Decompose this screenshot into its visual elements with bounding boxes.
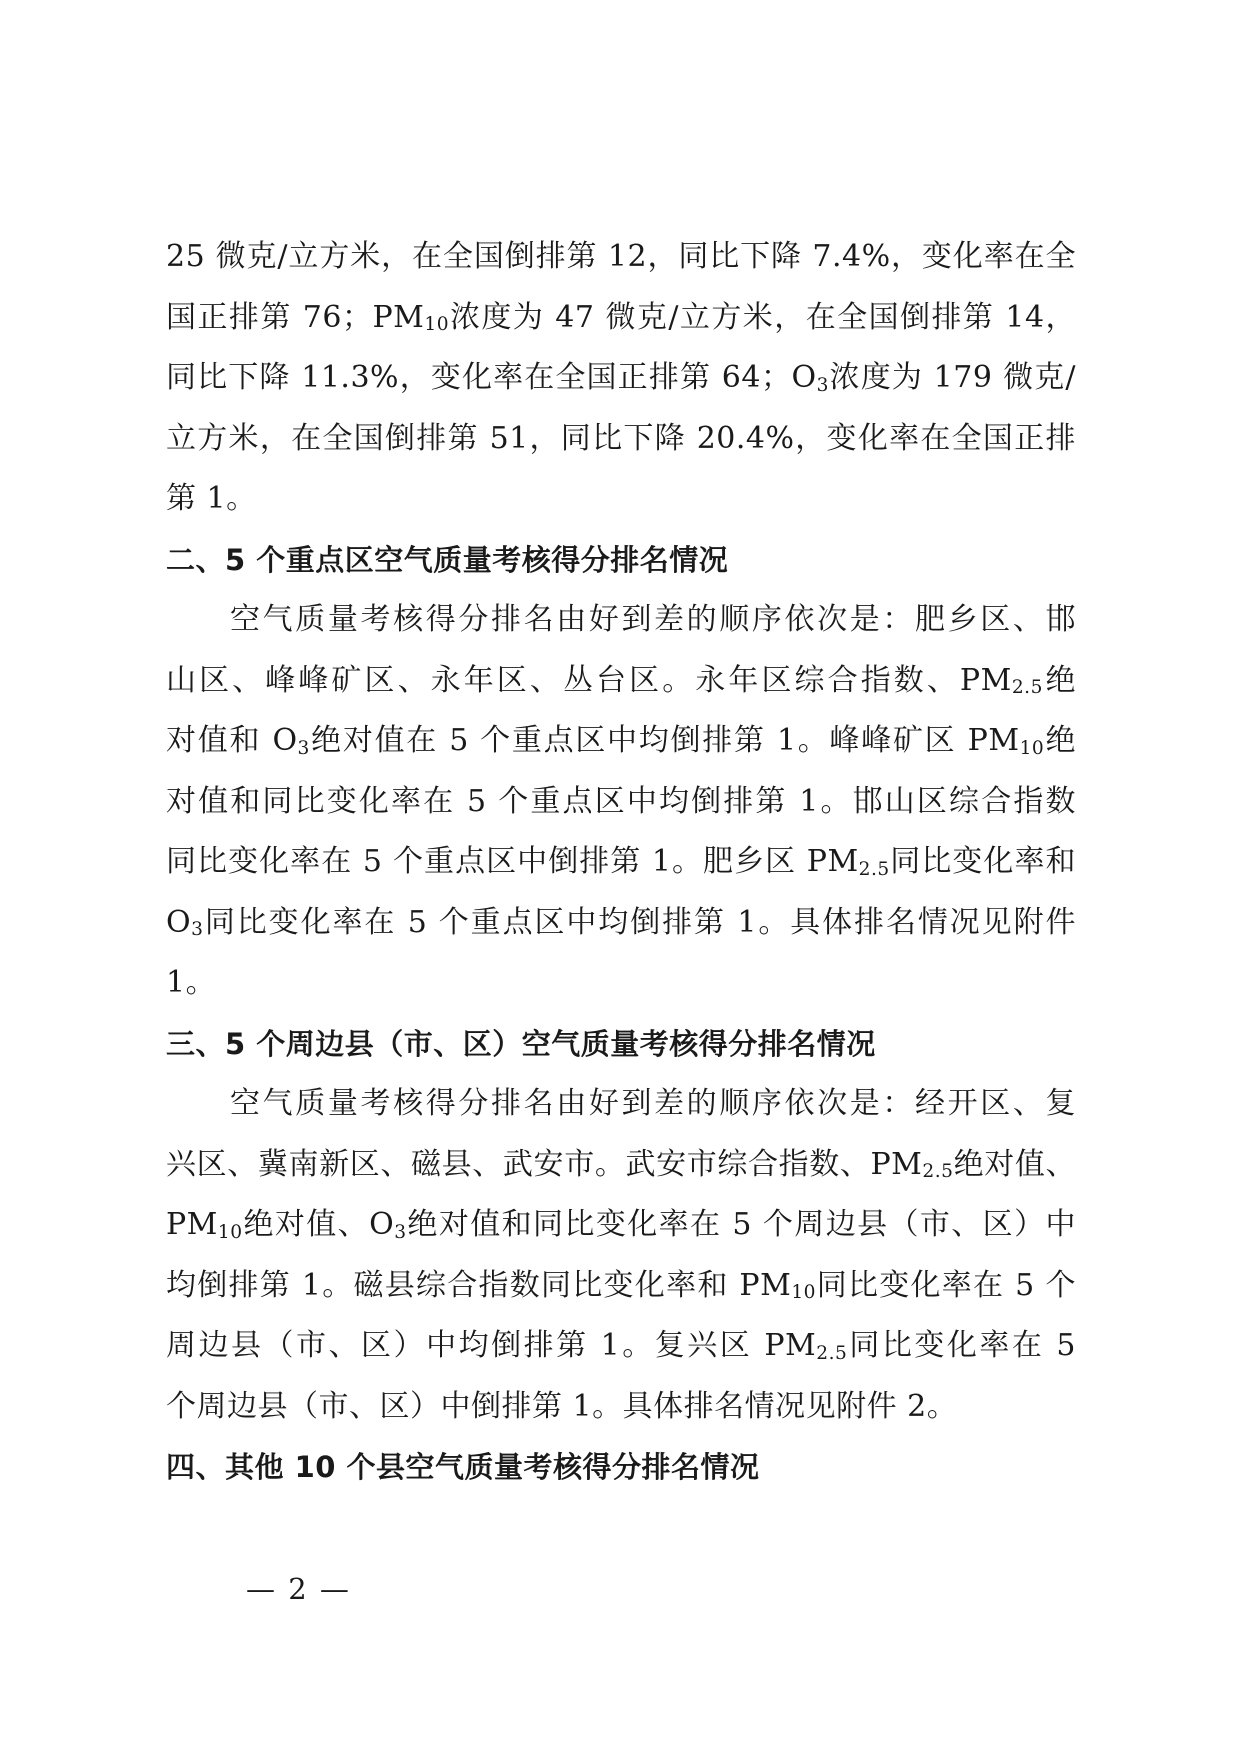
subscript: 10 — [1019, 737, 1045, 759]
document-body — [166, 227, 1076, 1498]
text-run: 同比变化率和 — [889, 844, 1076, 879]
text-run: O — [166, 904, 192, 940]
text-run: 山区、峰峰矿区、永年区、丛台区。永年区综合指数、PM — [166, 662, 1012, 698]
body-text-line — [166, 1256, 1076, 1317]
text-run: 绝对值、O — [242, 1207, 395, 1242]
text-run: 25 微克/立方米，在全国倒排第 12，同比下降 7.4%，变化率在全 — [166, 239, 1076, 274]
subscript: 10 — [424, 314, 450, 336]
subscript: 3 — [297, 737, 310, 759]
subscript: 10 — [217, 1221, 243, 1243]
subscript: 2.5 — [816, 1342, 848, 1364]
body-text-line — [166, 772, 1076, 833]
body-text-line — [166, 1195, 1076, 1256]
subscript: 2.5 — [922, 1161, 954, 1183]
body-text-line — [166, 893, 1076, 954]
text-run: 立方米，在全国倒排第 51，同比下降 20.4%，变化率在全国正排 — [166, 420, 1076, 456]
text-run: 空气质量考核得分排名由好到差的顺序依次是：肥乡区、邯 — [230, 602, 1076, 637]
text-run: PM — [166, 1207, 218, 1242]
text-run: 国正排第 76；PM — [166, 299, 425, 335]
subscript: 10 — [791, 1282, 816, 1304]
text-run: 对值和 O — [166, 723, 298, 758]
section-heading — [166, 530, 1076, 591]
text-run: 同比变化率在 5 个重点区中倒排第 1。肥乡区 PM — [166, 844, 859, 879]
text-run: 第 1。 — [166, 481, 257, 516]
paragraph-last-line — [166, 1377, 1076, 1438]
text-run: 均倒排第 1。磁县综合指数同比变化率和 PM — [166, 1267, 792, 1303]
text-run: 同比变化率在 5 个重点区中均倒排第 1。具体排名情况见附件 — [203, 904, 1076, 940]
paragraph-last-line — [166, 469, 1076, 530]
body-text-line — [166, 348, 1076, 409]
page-number: — 2 — — [246, 1572, 351, 1606]
text-run: 绝 — [1042, 662, 1077, 698]
body-text-line — [166, 227, 1076, 288]
subscript: 2.5 — [1011, 677, 1043, 699]
text-run: 二、5 个重点区空气质量考核得分排名情况 — [166, 542, 729, 577]
text-run: 兴区、冀南新区、磁县、武安市。武安市综合指数、PM — [166, 1146, 923, 1182]
text-run: 绝对值在 5 个重点区中均倒排第 1。峰峰矿区 PM — [309, 723, 1020, 758]
body-text-line — [166, 288, 1076, 349]
body-text-line — [166, 651, 1076, 712]
text-run: 绝对值和同比变化率在 5 个周边县（市、区）中 — [406, 1207, 1076, 1242]
subscript: 2.5 — [858, 858, 890, 880]
body-text-line — [166, 711, 1076, 772]
section-heading — [166, 1437, 1076, 1498]
paragraph-first-line — [166, 1074, 1076, 1135]
text-run: 绝对值、 — [953, 1146, 1077, 1182]
section-heading — [166, 1014, 1076, 1075]
text-run: 对值和同比变化率在 5 个重点区中均倒排第 1。邯山区综合指数 — [166, 783, 1076, 819]
paragraph-first-line — [166, 590, 1076, 651]
paragraph-last-line — [166, 953, 1076, 1014]
subscript: 3 — [816, 374, 829, 396]
subscript: 3 — [394, 1221, 407, 1243]
text-run: 浓度为 179 微克/ — [828, 360, 1076, 395]
text-run: 同比下降 11.3%，变化率在全国正排第 64；O — [166, 360, 817, 395]
text-run: 浓度为 47 微克/立方米，在全国倒排第 14， — [449, 299, 1076, 335]
text-run: 1。 — [166, 965, 217, 1000]
body-text-line — [166, 1316, 1076, 1377]
text-run: 周边县（市、区）中均倒排第 1。复兴区 PM — [166, 1328, 817, 1363]
text-run: 同比变化率在 5 — [847, 1328, 1077, 1363]
text-run: 四、其他 10 个县空气质量考核得分排名情况 — [166, 1450, 760, 1484]
text-run: 三、5 个周边县（市、区）空气质量考核得分排名情况 — [166, 1026, 876, 1061]
subscript: 3 — [191, 919, 204, 941]
text-run: 同比变化率在 5 个 — [815, 1267, 1077, 1303]
text-run: 个周边县（市、区）中倒排第 1。具体排名情况见附件 2。 — [166, 1388, 958, 1424]
body-text-line — [166, 409, 1076, 470]
body-text-line — [166, 1135, 1076, 1196]
text-run: 绝 — [1044, 723, 1076, 758]
body-text-line — [166, 832, 1076, 893]
text-run: 空气质量考核得分排名由好到差的顺序依次是：经开区、复 — [230, 1086, 1076, 1121]
